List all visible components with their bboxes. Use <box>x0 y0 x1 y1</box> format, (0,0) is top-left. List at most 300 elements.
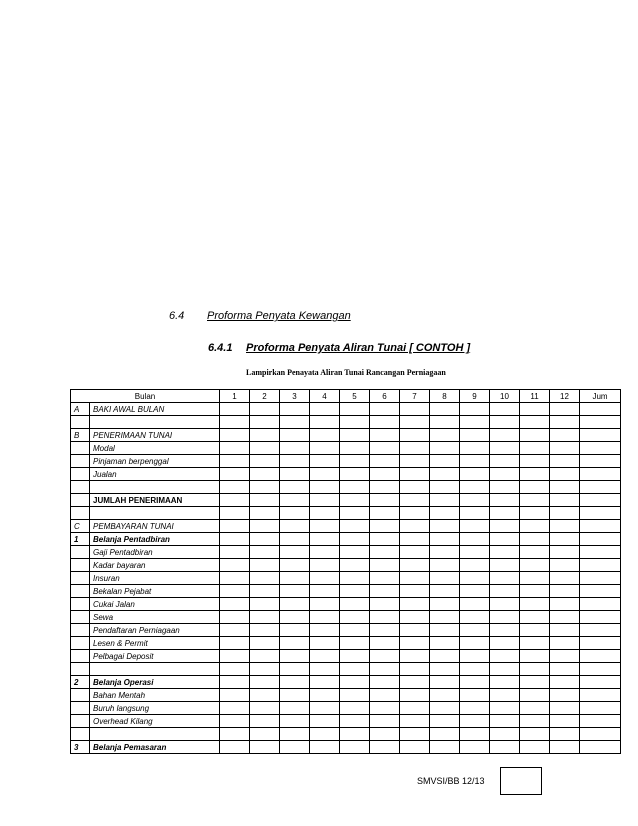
table-cell <box>550 676 580 689</box>
table-cell <box>460 689 490 702</box>
table-cell <box>370 507 400 520</box>
table-row <box>71 442 621 455</box>
header-month-7: 7 <box>400 390 430 403</box>
table-cell <box>280 741 310 754</box>
table-cell <box>220 663 250 676</box>
table-cell <box>580 507 621 520</box>
header-month-12: 12 <box>550 390 580 403</box>
table-cell <box>490 663 520 676</box>
header-month-6: 6 <box>370 390 400 403</box>
table-cell <box>430 611 460 624</box>
table-cell <box>370 663 400 676</box>
table-cell <box>580 715 621 728</box>
row-label: Sewa <box>90 611 220 624</box>
table-cell <box>460 520 490 533</box>
table-cell <box>430 624 460 637</box>
table-cell <box>430 715 460 728</box>
table-cell <box>550 481 580 494</box>
table-cell <box>580 416 621 429</box>
table-header-row <box>71 390 621 403</box>
table-row <box>71 715 621 728</box>
page-number-box <box>500 767 542 795</box>
table-cell <box>280 481 310 494</box>
table-cell <box>280 468 310 481</box>
row-label: Bahan Mentah <box>90 689 220 702</box>
subsection-title: Proforma Penyata Aliran Tunai [ CONTOH ] <box>246 342 471 354</box>
table-cell <box>220 507 250 520</box>
row-code <box>71 663 90 676</box>
table-row <box>71 676 621 689</box>
table-cell <box>220 572 250 585</box>
table-cell <box>580 533 621 546</box>
table-cell <box>310 624 340 637</box>
table-cell <box>460 494 490 507</box>
table-cell <box>310 546 340 559</box>
table-row <box>71 481 621 494</box>
table-cell <box>340 507 370 520</box>
table-cell <box>220 546 250 559</box>
table-cell <box>310 403 340 416</box>
table-row <box>71 403 621 416</box>
table-cell <box>220 676 250 689</box>
table-cell <box>550 403 580 416</box>
table-cell <box>460 663 490 676</box>
row-label: Insuran <box>90 572 220 585</box>
table-cell <box>580 455 621 468</box>
table-cell <box>550 702 580 715</box>
table-cell <box>550 442 580 455</box>
table-cell <box>490 598 520 611</box>
table-cell <box>400 533 430 546</box>
row-label: JUMLAH PENERIMAAN <box>90 494 220 507</box>
table-cell <box>430 637 460 650</box>
table-cell <box>280 689 310 702</box>
table-cell <box>310 598 340 611</box>
table-cell <box>400 416 430 429</box>
table-cell <box>340 533 370 546</box>
table-row <box>71 507 621 520</box>
row-label: Jualan <box>90 468 220 481</box>
table-cell <box>430 585 460 598</box>
row-label: BAKI AWAL BULAN <box>90 403 220 416</box>
table-cell <box>340 416 370 429</box>
table-cell <box>490 416 520 429</box>
row-code <box>71 728 90 741</box>
table-cell <box>520 637 550 650</box>
row-code <box>71 637 90 650</box>
table-cell <box>520 507 550 520</box>
table-cell <box>520 442 550 455</box>
table-cell <box>460 715 490 728</box>
row-label <box>90 416 220 429</box>
table-row <box>71 728 621 741</box>
table-cell <box>460 468 490 481</box>
row-code: 2 <box>71 676 90 689</box>
table-cell <box>460 572 490 585</box>
table-cell <box>490 728 520 741</box>
table-cell <box>430 429 460 442</box>
table-cell <box>430 572 460 585</box>
table-cell <box>340 403 370 416</box>
table-cell <box>580 559 621 572</box>
table-cell <box>250 637 280 650</box>
row-code: 3 <box>71 741 90 754</box>
table-cell <box>250 507 280 520</box>
table-cell <box>280 715 310 728</box>
table-cell <box>460 637 490 650</box>
table-cell <box>460 598 490 611</box>
table-cell <box>220 403 250 416</box>
table-cell <box>280 676 310 689</box>
table-cell <box>400 572 430 585</box>
table-cell <box>370 585 400 598</box>
table-cell <box>310 676 340 689</box>
table-cell <box>550 650 580 663</box>
row-code <box>71 650 90 663</box>
table-cell <box>220 650 250 663</box>
table-cell <box>250 624 280 637</box>
table-cell <box>550 728 580 741</box>
table-cell <box>550 624 580 637</box>
table-cell <box>430 455 460 468</box>
table-cell <box>280 455 310 468</box>
table-cell <box>280 585 310 598</box>
table-cell <box>400 429 430 442</box>
row-label: Modal <box>90 442 220 455</box>
table-cell <box>520 585 550 598</box>
table-cell <box>400 611 430 624</box>
table-cell <box>460 442 490 455</box>
table-cell <box>580 611 621 624</box>
table-cell <box>430 741 460 754</box>
table-cell <box>430 520 460 533</box>
table-cell <box>520 715 550 728</box>
table-cell <box>520 624 550 637</box>
table-cell <box>460 455 490 468</box>
table-cell <box>520 455 550 468</box>
table-cell <box>520 676 550 689</box>
table-cell <box>340 702 370 715</box>
table-cell <box>460 650 490 663</box>
table-cell <box>370 533 400 546</box>
row-label: Bekalan Pejabat <box>90 585 220 598</box>
table-cell <box>580 481 621 494</box>
header-month-1: 1 <box>220 390 250 403</box>
table-cell <box>280 572 310 585</box>
table-cell <box>220 728 250 741</box>
table-cell <box>310 494 340 507</box>
table-cell <box>310 416 340 429</box>
row-code <box>71 611 90 624</box>
table-cell <box>460 624 490 637</box>
table-cell <box>370 403 400 416</box>
table-cell <box>520 533 550 546</box>
table-cell <box>520 481 550 494</box>
table-cell <box>400 546 430 559</box>
table-cell <box>400 507 430 520</box>
table-cell <box>490 442 520 455</box>
table-cell <box>490 520 520 533</box>
header-month-11: 11 <box>520 390 550 403</box>
table-row <box>71 624 621 637</box>
table-cell <box>220 481 250 494</box>
table-cell <box>460 741 490 754</box>
table-cell <box>370 728 400 741</box>
row-code <box>71 468 90 481</box>
header-month-8: 8 <box>430 390 460 403</box>
table-row <box>71 650 621 663</box>
table-cell <box>340 728 370 741</box>
table-cell <box>580 572 621 585</box>
table-row <box>71 559 621 572</box>
table-cell <box>430 676 460 689</box>
table-cell <box>550 611 580 624</box>
table-cell <box>460 481 490 494</box>
table-cell <box>310 728 340 741</box>
table-cell <box>460 702 490 715</box>
table-cell <box>520 559 550 572</box>
table-cell <box>370 689 400 702</box>
table-cell <box>250 702 280 715</box>
table-cell <box>520 702 550 715</box>
table-row <box>71 585 621 598</box>
table-cell <box>310 559 340 572</box>
table-cell <box>340 572 370 585</box>
table-cell <box>580 442 621 455</box>
table-cell <box>490 637 520 650</box>
table-cell <box>280 559 310 572</box>
table-cell <box>370 429 400 442</box>
table-cell <box>400 442 430 455</box>
table-cell <box>400 728 430 741</box>
table-cell <box>490 403 520 416</box>
table-cell <box>430 403 460 416</box>
table-cell <box>550 741 580 754</box>
table-cell <box>250 676 280 689</box>
table-cell <box>250 611 280 624</box>
row-code: 1 <box>71 533 90 546</box>
row-code <box>71 442 90 455</box>
row-code <box>71 507 90 520</box>
row-label <box>90 728 220 741</box>
row-code <box>71 689 90 702</box>
table-cell <box>490 429 520 442</box>
table-cell <box>250 429 280 442</box>
table-cell <box>520 520 550 533</box>
row-code: B <box>71 429 90 442</box>
table-cell <box>370 611 400 624</box>
table-cell <box>280 416 310 429</box>
table-cell <box>340 481 370 494</box>
table-row <box>71 416 621 429</box>
table-cell <box>250 481 280 494</box>
table-row <box>71 520 621 533</box>
footer-code: SMVSI/BB 12/13 <box>417 776 485 786</box>
header-month-10: 10 <box>490 390 520 403</box>
table-cell <box>400 494 430 507</box>
table-row <box>71 598 621 611</box>
table-cell <box>550 585 580 598</box>
table-cell <box>250 546 280 559</box>
table-cell <box>550 533 580 546</box>
table-cell <box>520 416 550 429</box>
row-label: Lesen & Permit <box>90 637 220 650</box>
section-number: 6.4 <box>169 310 185 322</box>
table-cell <box>340 442 370 455</box>
table-cell <box>340 585 370 598</box>
table-cell <box>250 403 280 416</box>
table-cell <box>250 520 280 533</box>
table-cell <box>250 585 280 598</box>
table-cell <box>520 663 550 676</box>
table-cell <box>520 611 550 624</box>
table-cell <box>490 559 520 572</box>
subsection-number: 6.4.1 <box>208 342 233 354</box>
table-cell <box>430 728 460 741</box>
table-cell <box>460 507 490 520</box>
row-label <box>90 481 220 494</box>
row-label: Cukai Jalan <box>90 598 220 611</box>
header-month-5: 5 <box>340 390 370 403</box>
table-cell <box>430 494 460 507</box>
table-cell <box>490 546 520 559</box>
table-cell <box>580 741 621 754</box>
table-cell <box>280 546 310 559</box>
table-cell <box>280 611 310 624</box>
table-cell <box>400 481 430 494</box>
table-row <box>71 637 621 650</box>
table-cell <box>550 520 580 533</box>
table-cell <box>370 702 400 715</box>
table-cell <box>490 481 520 494</box>
table-cell <box>220 715 250 728</box>
table-cell <box>550 546 580 559</box>
table-cell <box>400 559 430 572</box>
table-cell <box>490 494 520 507</box>
row-label: PENERIMAAN TUNAI <box>90 429 220 442</box>
table-cell <box>340 559 370 572</box>
attachment-note: Lampirkan Penayata Aliran Tunai Rancangan Perniagaan <box>246 368 446 377</box>
table-cell <box>430 702 460 715</box>
table-cell <box>250 598 280 611</box>
table-cell <box>280 507 310 520</box>
table-cell <box>520 728 550 741</box>
table-cell <box>400 663 430 676</box>
table-cell <box>220 598 250 611</box>
row-code: A <box>71 403 90 416</box>
table-cell <box>580 585 621 598</box>
table-cell <box>400 741 430 754</box>
table-cell <box>340 455 370 468</box>
table-row <box>71 611 621 624</box>
table-cell <box>370 481 400 494</box>
row-code <box>71 572 90 585</box>
table-cell <box>220 494 250 507</box>
table-cell <box>400 676 430 689</box>
table-cell <box>250 572 280 585</box>
table-row <box>71 533 621 546</box>
table-cell <box>220 455 250 468</box>
table-cell <box>400 598 430 611</box>
header-bulan: Bulan <box>71 390 220 403</box>
row-code <box>71 624 90 637</box>
table-cell <box>370 637 400 650</box>
row-label: Pelbagai Deposit <box>90 650 220 663</box>
row-label: Belanja Pemasaran <box>90 741 220 754</box>
table-cell <box>550 416 580 429</box>
table-cell <box>220 416 250 429</box>
table-cell <box>220 702 250 715</box>
table-cell <box>460 559 490 572</box>
table-cell <box>400 637 430 650</box>
table-cell <box>460 533 490 546</box>
table-cell <box>490 585 520 598</box>
table-cell <box>550 637 580 650</box>
table-cell <box>400 455 430 468</box>
table-cell <box>220 468 250 481</box>
table-cell <box>250 741 280 754</box>
table-cell <box>340 637 370 650</box>
row-code <box>71 585 90 598</box>
table-cell <box>520 689 550 702</box>
table-cell <box>460 403 490 416</box>
table-cell <box>550 468 580 481</box>
row-code <box>71 559 90 572</box>
table-cell <box>250 663 280 676</box>
table-row <box>71 468 621 481</box>
table-cell <box>280 403 310 416</box>
table-cell <box>520 429 550 442</box>
row-label: Pinjaman berpenggal <box>90 455 220 468</box>
table-cell <box>310 468 340 481</box>
table-row <box>71 702 621 715</box>
table-cell <box>520 403 550 416</box>
table-cell <box>340 663 370 676</box>
table-cell <box>430 689 460 702</box>
table-cell <box>490 507 520 520</box>
table-cell <box>250 689 280 702</box>
table-cell <box>280 624 310 637</box>
table-cell <box>340 520 370 533</box>
table-cell <box>340 624 370 637</box>
table-cell <box>340 741 370 754</box>
table-cell <box>400 520 430 533</box>
table-cell <box>370 416 400 429</box>
table-cell <box>490 741 520 754</box>
table-cell <box>490 572 520 585</box>
header-month-9: 9 <box>460 390 490 403</box>
header-month-jum: Jum <box>580 390 621 403</box>
table-cell <box>340 689 370 702</box>
table-cell <box>310 689 340 702</box>
table-cell <box>310 715 340 728</box>
table-cell <box>310 442 340 455</box>
table-cell <box>580 546 621 559</box>
table-cell <box>490 650 520 663</box>
table-cell <box>430 559 460 572</box>
table-cell <box>310 650 340 663</box>
table-cell <box>580 663 621 676</box>
table-cell <box>550 507 580 520</box>
row-code <box>71 715 90 728</box>
table-row <box>71 546 621 559</box>
table-cell <box>580 468 621 481</box>
row-label: Belanja Pentadbiran <box>90 533 220 546</box>
table-cell <box>580 429 621 442</box>
row-code <box>71 546 90 559</box>
table-cell <box>490 702 520 715</box>
table-cell <box>370 494 400 507</box>
